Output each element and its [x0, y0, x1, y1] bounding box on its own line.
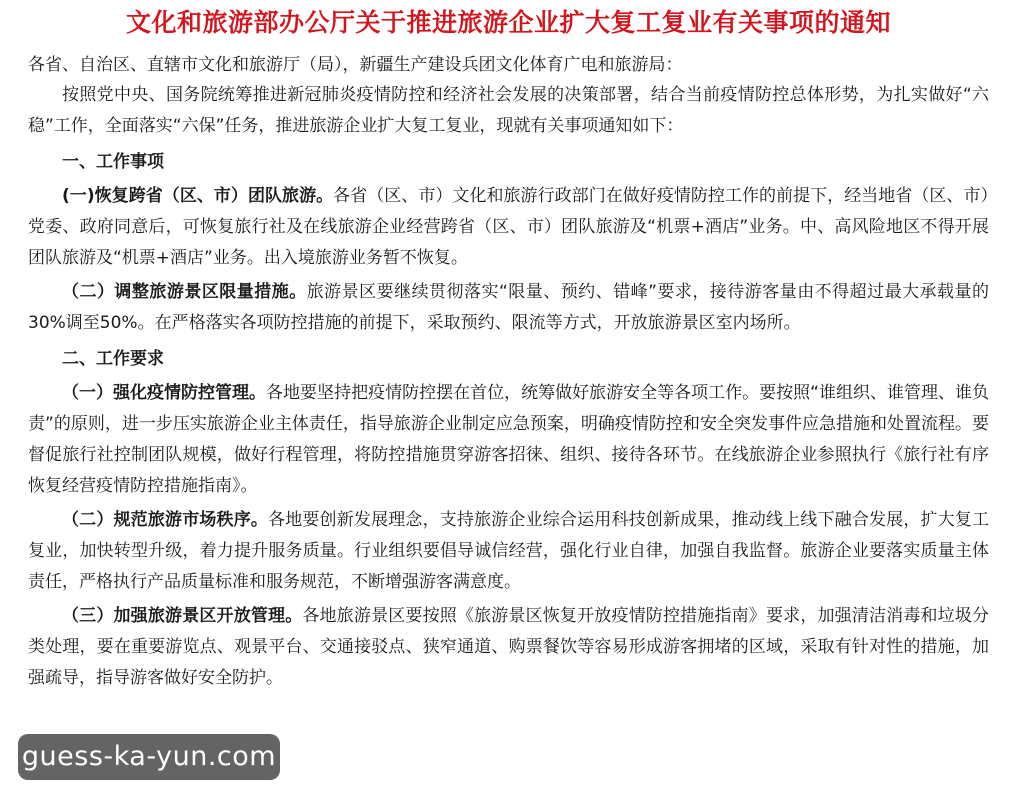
- item-text: 各地旅游景区要按照《旅游景区恢复开放疫情防控措施指南》要求，加强清洁消毒和垃圾分类处理，要在重要游览点、观景平台、交通接驳点、狭窄通道、购票餐饮等容易形成游客拥堵的区域，采取有针对性的措施，加强疏导，指导游客做好安全防护。: [28, 606, 990, 688]
- section-heading-work-items: 一、工作事项: [62, 152, 164, 172]
- item-resume-group-tours: [28, 181, 989, 274]
- item-adjust-scenic-limits: [28, 277, 989, 339]
- document-title: 文化和旅游部办公厅关于推进旅游企业扩大复工复业有关事项的通知: [125, 8, 891, 37]
- item-scenic-opening: [28, 601, 989, 694]
- item-market-order: [28, 505, 989, 598]
- intro-paragraph: 按照党中央、国务院统筹推进新冠肺炎疫情防控和经济社会发展的决策部署，结合当前疫情防控总体形势，为扎实做好“六稳”工作，全面落实“六保”任务，推进旅游企业扩大复工复业，现就有关事项通知如下：: [28, 85, 989, 136]
- watermark-label: guess-ka-yun.com: [18, 734, 280, 780]
- item-epidemic-control: [28, 378, 989, 502]
- item-text: 旅游景区要继续贯彻落实“限量、预约、错峰”要求，接待游客量由不得超过最大承载量的30%调至50%。在严格落实各项防控措施的前提下，采取预约、限流等方式，开放旅游景区室内场所。: [28, 282, 989, 333]
- item-text: 各地要坚持把疫情防控摆在首位，统筹做好旅游安全等各项工作。要按照“谁组织、谁管理、谁负责”的原则，进一步压实旅游企业主体责任，指导旅游企业制定应急预案，明确疫情防控和安全突发事件应急措施和处置流程。要督促旅行社控制团队规模，做好行程管理，将防控措施贯穿游客招徕、组织、接待各环节。在线旅游企业参照执行《旅行社有序恢复经营疫情防控措施指南》。: [28, 383, 989, 496]
- item-lead: （一）强化疫情防控管理。: [62, 383, 267, 403]
- addressee-line: 各省、自治区、直辖市文化和旅游厅（局），新疆生产建设兵团文化体育广电和旅游局：: [28, 55, 683, 75]
- item-text: 各省（区、市）文化和旅游行政部门在做好疫情防控工作的前提下，经当地省（区、市）党委、政府同意后，可恢复旅行社及在线旅游企业经营跨省（区、市）团队旅游及“机票+酒店”业务。中、高风险地区不得开展团队旅游及“机票+酒店”业务。出入境旅游业务暂不恢复。: [28, 186, 990, 268]
- item-lead: （二）调整旅游景区限量措施。: [62, 282, 307, 302]
- item-lead: (一)恢复跨省（区、市）团队旅游。: [62, 186, 334, 206]
- item-text: 各地要创新发展理念，支持旅游企业综合运用科技创新成果，推动线上线下融合发展，扩大复工复业，加快转型升级，着力提升服务质量。行业组织要倡导诚信经营，强化行业自律，加强自我监督。旅游企业要落实质量主体责任，严格执行产品质量标准和服务规范，不断增强游客满意度。: [28, 510, 990, 592]
- item-lead: （二）规范旅游市场秩序。: [62, 510, 269, 530]
- item-lead: （三）加强旅游景区开放管理。: [62, 606, 303, 626]
- section-heading-work-requirements: 二、工作要求: [62, 349, 164, 369]
